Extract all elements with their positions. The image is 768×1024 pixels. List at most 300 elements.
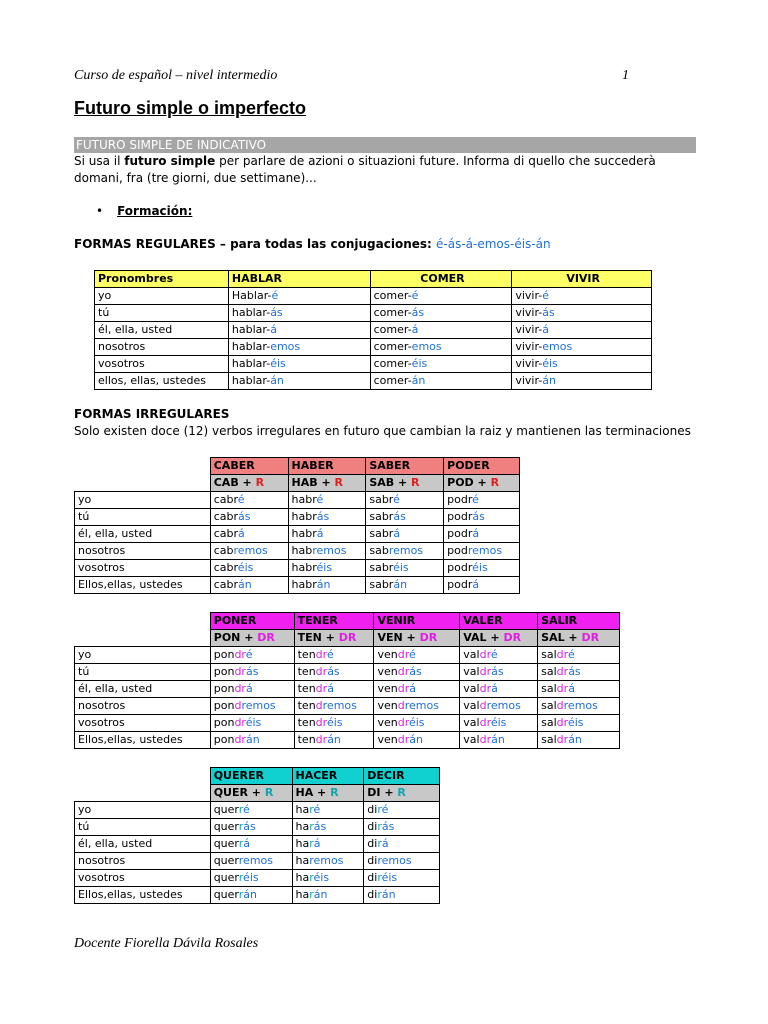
verb-stem: pon <box>213 648 235 661</box>
root-suffix: DR <box>419 631 438 644</box>
conjugation-cell <box>294 698 374 715</box>
table-row <box>75 664 620 681</box>
root-insert: r <box>377 871 382 884</box>
intro-paragraph <box>74 153 704 187</box>
verb-ending: á <box>245 682 253 695</box>
verb-ending: ás <box>472 510 485 523</box>
verb-ending: emos <box>411 340 442 353</box>
conjugation-cell <box>364 870 440 887</box>
table-row <box>75 543 520 560</box>
root-cell <box>374 630 460 647</box>
root-insert: r <box>309 820 314 833</box>
pronoun-cell: él, ella, usted <box>95 322 229 339</box>
verb-stem: quer <box>213 854 239 867</box>
root-insert: r <box>377 820 382 833</box>
root-insert: r <box>238 837 244 850</box>
conjugation-cell <box>292 836 364 853</box>
conjugation-cell <box>366 526 444 543</box>
verb-ending: ás <box>316 510 330 523</box>
pronoun-cell: Ellos,ellas, ustedes <box>75 577 211 594</box>
root-text: HAB + <box>291 476 335 489</box>
conjugation-cell <box>460 715 538 732</box>
verb-ending: án <box>393 578 408 591</box>
verb-ending: éis <box>245 716 262 729</box>
pronoun-cell: él, ella, usted <box>75 836 211 853</box>
conjugation-cell <box>512 305 652 322</box>
verb-stem: hab <box>291 544 313 557</box>
root-row <box>75 630 620 647</box>
verb-ending: á <box>381 837 389 850</box>
root-cell <box>444 475 520 492</box>
table-row <box>75 732 620 749</box>
conjugation-cell <box>366 543 444 560</box>
verb-stem: pon <box>213 665 235 678</box>
verb-stem: ha <box>295 888 310 901</box>
verb-ending: é <box>245 648 253 661</box>
conjugation-cell <box>292 819 364 836</box>
verb-ending: á <box>393 527 401 540</box>
regulares-label: FORMAS REGULARES – para todas las conjugaciones: <box>74 237 437 251</box>
verb-stem: sal <box>541 699 557 712</box>
root-suffix: DR <box>581 631 600 644</box>
blank-cell <box>75 768 211 785</box>
root-insert: r <box>238 803 244 816</box>
table-row <box>95 356 652 373</box>
root-cell <box>292 785 364 802</box>
root-insert: dr <box>556 716 568 729</box>
formacion-label: Formación: <box>117 204 193 218</box>
verb-ending: á <box>568 682 575 695</box>
verb-ending: án <box>542 374 556 387</box>
root-suffix: R <box>330 786 339 799</box>
root-insert: dr <box>234 648 246 661</box>
verb-ending: remos <box>309 854 344 867</box>
regulares-heading <box>74 237 551 251</box>
conjugation-cell <box>370 356 512 373</box>
verb-stem: cabr <box>213 578 239 591</box>
verb-stem: hablar- <box>231 323 271 336</box>
blank-cell <box>75 630 211 647</box>
conjugation-cell <box>288 577 366 594</box>
pronoun-cell: él, ella, usted <box>75 681 211 698</box>
verb-ending: remos <box>312 544 347 557</box>
conjugation-cell <box>370 373 512 390</box>
root-insert: r <box>377 803 382 816</box>
conjugation-cell <box>444 526 520 543</box>
conjugation-cell <box>210 819 292 836</box>
root-insert: dr <box>234 682 246 695</box>
verb-ending: ás <box>393 510 406 523</box>
irregulares-title: FORMAS IRREGULARES <box>74 407 230 421</box>
table-row <box>95 339 652 356</box>
conjugation-cell <box>460 647 538 664</box>
verb-header-cell: TENER <box>294 613 374 630</box>
root-insert: dr <box>479 733 492 746</box>
conjugation-cell <box>538 681 620 698</box>
pronoun-cell: vosotros <box>75 560 211 577</box>
verb-ending: remos <box>238 854 273 867</box>
verb-ending: ás <box>238 510 251 523</box>
conjugation-cell <box>294 664 374 681</box>
root-cell <box>538 630 620 647</box>
table-row <box>75 887 440 904</box>
table-row <box>95 288 652 305</box>
conjugation-cell <box>538 732 620 749</box>
verb-stem: sabr <box>369 527 394 540</box>
verb-stem: di <box>367 820 378 833</box>
root-insert: r <box>377 837 382 850</box>
root-insert: d <box>556 699 564 712</box>
verb-stem: vivir- <box>515 289 543 302</box>
conjugation-cell <box>374 664 460 681</box>
verb-stem: cabr <box>213 527 239 540</box>
verb-stem: vivir- <box>515 323 543 336</box>
verb-ending: é <box>408 648 416 661</box>
root-text: TEN + <box>297 631 339 644</box>
verb-stem: podr <box>447 493 473 506</box>
verb-stem: di <box>367 803 378 816</box>
verb-stem: habr <box>291 578 317 591</box>
verb-header-cell: DECIR <box>364 768 440 785</box>
verb-stem: val <box>463 648 480 661</box>
conjugation-cell <box>288 543 366 560</box>
verb-ending: remos <box>486 699 521 712</box>
verb-header-cell: SABER <box>366 458 444 475</box>
verb-ending: á <box>270 323 277 336</box>
verb-ending: éis <box>542 357 558 370</box>
conjugation-cell <box>228 373 370 390</box>
verb-stem: sabr <box>369 510 394 523</box>
verb-stem: ten <box>297 699 316 712</box>
root-insert: dr <box>234 716 246 729</box>
conjugation-cell <box>370 322 512 339</box>
pronoun-cell: vosotros <box>75 870 211 887</box>
verb-stem: ven <box>377 665 398 678</box>
conjugation-cell <box>294 715 374 732</box>
verb-ending: é <box>313 803 321 816</box>
root-insert: dr <box>315 733 328 746</box>
verb-header-cell: HACER <box>292 768 364 785</box>
conjugation-cell <box>292 870 364 887</box>
conjugation-cell <box>460 698 538 715</box>
verb-stem: ten <box>297 682 316 695</box>
verb-ending: á <box>327 682 334 695</box>
verb-ending: ás <box>245 665 259 678</box>
verb-ending: éis <box>270 357 286 370</box>
irregular-table-3 <box>74 767 440 904</box>
root-row <box>75 475 520 492</box>
pronoun-cell: tú <box>75 819 211 836</box>
table-row <box>75 853 440 870</box>
verb-stem: quer <box>213 871 239 884</box>
verb-header-cell: SALIR <box>538 613 620 630</box>
conjugation-cell <box>364 887 440 904</box>
conjugation-cell <box>210 577 288 594</box>
conjugation-cell <box>228 356 370 373</box>
verb-stem: ten <box>297 665 316 678</box>
verb-stem: val <box>463 733 480 746</box>
verb-ending: á <box>313 837 321 850</box>
conjugation-cell <box>460 664 538 681</box>
conjugation-cell <box>288 560 366 577</box>
verb-stem: habr <box>291 493 317 506</box>
conjugation-cell <box>210 732 294 749</box>
verb-stem: comer- <box>373 340 412 353</box>
root-insert: dr <box>556 665 569 678</box>
verb-ending: éis <box>490 716 507 729</box>
verb-ending: éis <box>411 357 428 370</box>
verb-stem: sab <box>369 544 389 557</box>
verb-stem: podr <box>447 527 473 540</box>
root-cell <box>210 630 294 647</box>
verb-ending: éis <box>393 561 409 574</box>
table-row <box>75 870 440 887</box>
pronoun-cell: vosotros <box>95 356 229 373</box>
verb-stem: sabr <box>369 561 394 574</box>
verb-stem: ha <box>295 803 310 816</box>
verb-stem: habr <box>291 527 317 540</box>
verb-ending: é <box>411 289 419 302</box>
conjugation-cell <box>538 715 620 732</box>
verb-ending: án <box>316 578 331 591</box>
verb-stem: pon <box>213 682 235 695</box>
verb-stem: pon <box>213 733 235 746</box>
conjugation-cell <box>294 647 374 664</box>
formacion-bullet <box>96 204 192 218</box>
root-insert: dr <box>479 665 492 678</box>
conjugation-cell <box>444 509 520 526</box>
verb-ending: é <box>567 648 575 661</box>
root-suffix: R <box>264 786 274 799</box>
conjugation-cell <box>364 853 440 870</box>
conjugation-cell <box>512 339 652 356</box>
root-cell <box>460 630 538 647</box>
conjugation-cell <box>366 577 444 594</box>
root-cell <box>210 475 288 492</box>
verb-ending: éis <box>237 561 254 574</box>
conjugation-cell <box>294 681 374 698</box>
conjugation-cell <box>292 887 364 904</box>
root-insert: dr <box>479 716 491 729</box>
verb-stem: di <box>367 871 378 884</box>
verb-stem: val <box>463 665 480 678</box>
conjugation-cell <box>444 543 520 560</box>
verb-ending: é <box>243 803 250 816</box>
verb-ending: ás <box>411 306 425 319</box>
verb-stem: comer- <box>373 323 412 336</box>
root-insert: r <box>309 871 314 884</box>
verb-ending: éis <box>316 561 333 574</box>
root-insert: r <box>238 820 244 833</box>
root-insert: dr <box>479 648 491 661</box>
verb-stem: cabr <box>213 510 239 523</box>
conjugation-cell <box>460 732 538 749</box>
verb-ending: án <box>243 888 258 901</box>
verb-stem: ha <box>295 837 310 850</box>
irregulares-desc: Solo existen doce (12) verbos irregulares en futuro que cambian la raiz y mantienen las terminaciones <box>74 424 691 438</box>
verb-stem: ven <box>377 648 398 661</box>
root-suffix: DR <box>338 631 357 644</box>
verb-ending: án <box>491 733 505 746</box>
root-cell <box>288 475 366 492</box>
table-row <box>95 322 652 339</box>
root-text: CAB + <box>213 476 256 489</box>
verb-stem: di <box>367 888 378 901</box>
conjugation-cell <box>370 288 512 305</box>
verb-ending: án <box>238 578 252 591</box>
verb-ending: ás <box>409 665 422 678</box>
verb-ending: án <box>411 374 426 387</box>
verb-ending: é <box>271 289 279 302</box>
pronoun-cell: nosotros <box>95 339 229 356</box>
conjugation-cell <box>288 509 366 526</box>
root-text: VEN + <box>377 631 420 644</box>
verb-ending: éis <box>243 871 259 884</box>
running-header: Curso de español – nivel intermedio <box>74 68 278 83</box>
verb-stem: di <box>367 837 378 850</box>
root-row <box>75 785 440 802</box>
verb-ending: remos <box>467 544 503 557</box>
verb-ending: án <box>409 733 423 746</box>
root-insert: dr <box>479 682 492 695</box>
verb-ending: á <box>491 682 498 695</box>
verb-ending: éis <box>567 716 584 729</box>
verb-ending: éis <box>472 561 488 574</box>
verb-stem: ven <box>377 699 398 712</box>
root-suffix: DR <box>503 631 522 644</box>
root-insert: r <box>309 837 314 850</box>
verb-header-cell: VENIR <box>374 613 460 630</box>
verb-stem: cab <box>213 544 234 557</box>
header-cell: COMER <box>370 271 512 288</box>
verb-ending: á <box>409 682 416 695</box>
verb-stem: sal <box>541 648 557 661</box>
verb-ending: án <box>245 733 260 746</box>
root-insert: d <box>234 699 242 712</box>
verb-stem: comer- <box>373 374 412 387</box>
pronoun-cell: vosotros <box>75 715 211 732</box>
verb-stem: hablar- <box>231 374 271 387</box>
table-row <box>75 681 620 698</box>
root-insert: dr <box>556 648 568 661</box>
verb-stem: val <box>463 682 480 695</box>
verb-ending: án <box>327 733 341 746</box>
root-insert: dr <box>234 733 246 746</box>
root-suffix: R <box>255 476 265 489</box>
conjugation-cell <box>460 681 538 698</box>
conjugation-cell <box>512 356 652 373</box>
verb-ending: remos <box>388 544 424 557</box>
table-row <box>75 647 620 664</box>
verb-ending: á <box>542 323 549 336</box>
verb-stem: sal <box>541 665 557 678</box>
conjugation-cell <box>370 339 512 356</box>
verb-ending: remos <box>233 544 268 557</box>
verb-ending: é <box>316 493 324 506</box>
root-insert: r <box>309 803 314 816</box>
blank-cell <box>75 613 211 630</box>
conjugation-cell <box>210 836 292 853</box>
verb-stem: pon <box>213 716 235 729</box>
root-text: QUER + <box>213 786 265 799</box>
verb-ending: é <box>472 493 479 506</box>
pronoun-cell: yo <box>75 647 211 664</box>
verb-ending: á <box>411 323 419 336</box>
root-insert: d <box>479 699 487 712</box>
table-row <box>75 715 620 732</box>
verb-ending: remos <box>322 699 357 712</box>
verb-header-cell: QUERER <box>210 768 292 785</box>
verb-ending: ás <box>568 665 581 678</box>
pronoun-cell: yo <box>75 802 211 819</box>
verb-ending: remos <box>563 699 598 712</box>
verb-stem: podr <box>447 510 473 523</box>
conjugation-cell <box>228 305 370 322</box>
pronoun-cell: nosotros <box>75 543 211 560</box>
verb-stem: cabr <box>213 561 238 574</box>
pronoun-cell: tú <box>95 305 229 322</box>
conjugation-cell <box>210 681 294 698</box>
root-insert: r <box>309 888 314 901</box>
root-insert: dr <box>397 733 410 746</box>
verb-ending: éis <box>381 871 398 884</box>
verb-stem: ven <box>377 682 398 695</box>
pronoun-cell: Ellos,ellas, ustedes <box>75 887 211 904</box>
conjugation-cell <box>228 339 370 356</box>
verb-stem: habr <box>291 561 317 574</box>
verb-ending: á <box>243 837 251 850</box>
verb-ending: emos <box>542 340 573 353</box>
verb-stem: comer- <box>373 306 412 319</box>
conjugation-cell <box>210 664 294 681</box>
conjugation-cell <box>364 802 440 819</box>
verb-stem: ha <box>295 871 310 884</box>
root-insert: dr <box>234 665 246 678</box>
table-row <box>75 836 440 853</box>
conjugation-cell <box>210 509 288 526</box>
verb-stem: Hablar- <box>231 289 272 302</box>
table-row <box>95 305 652 322</box>
conjugation-cell <box>288 526 366 543</box>
conjugation-cell <box>210 560 288 577</box>
verb-stem: ven <box>377 733 398 746</box>
footer-author: Docente Fiorella Dávila Rosales <box>74 936 259 951</box>
verb-ending: ás <box>381 820 395 833</box>
intro-bold: futuro simple <box>124 154 216 168</box>
conjugation-cell <box>538 698 620 715</box>
pronoun-cell: Ellos,ellas, ustedes <box>75 732 211 749</box>
pronoun-cell: ellos, ellas, ustedes <box>95 373 229 390</box>
root-text: SAL + <box>541 631 582 644</box>
conjugation-cell <box>210 647 294 664</box>
verb-ending: é <box>381 803 389 816</box>
conjugation-cell <box>366 509 444 526</box>
verb-stem: quer <box>213 837 239 850</box>
verb-ending: éis <box>408 716 425 729</box>
conjugation-cell <box>374 698 460 715</box>
conjugation-cell <box>210 492 288 509</box>
header-cell: HABLAR <box>228 271 370 288</box>
root-cell <box>210 785 292 802</box>
table-row <box>75 492 520 509</box>
root-suffix: DR <box>257 631 275 644</box>
verb-stem: comer- <box>373 357 412 370</box>
table-row <box>75 698 620 715</box>
root-text: VAL + <box>463 631 504 644</box>
verb-ending: á <box>472 527 480 540</box>
verb-stem: ten <box>297 716 316 729</box>
root-suffix: R <box>334 476 343 489</box>
